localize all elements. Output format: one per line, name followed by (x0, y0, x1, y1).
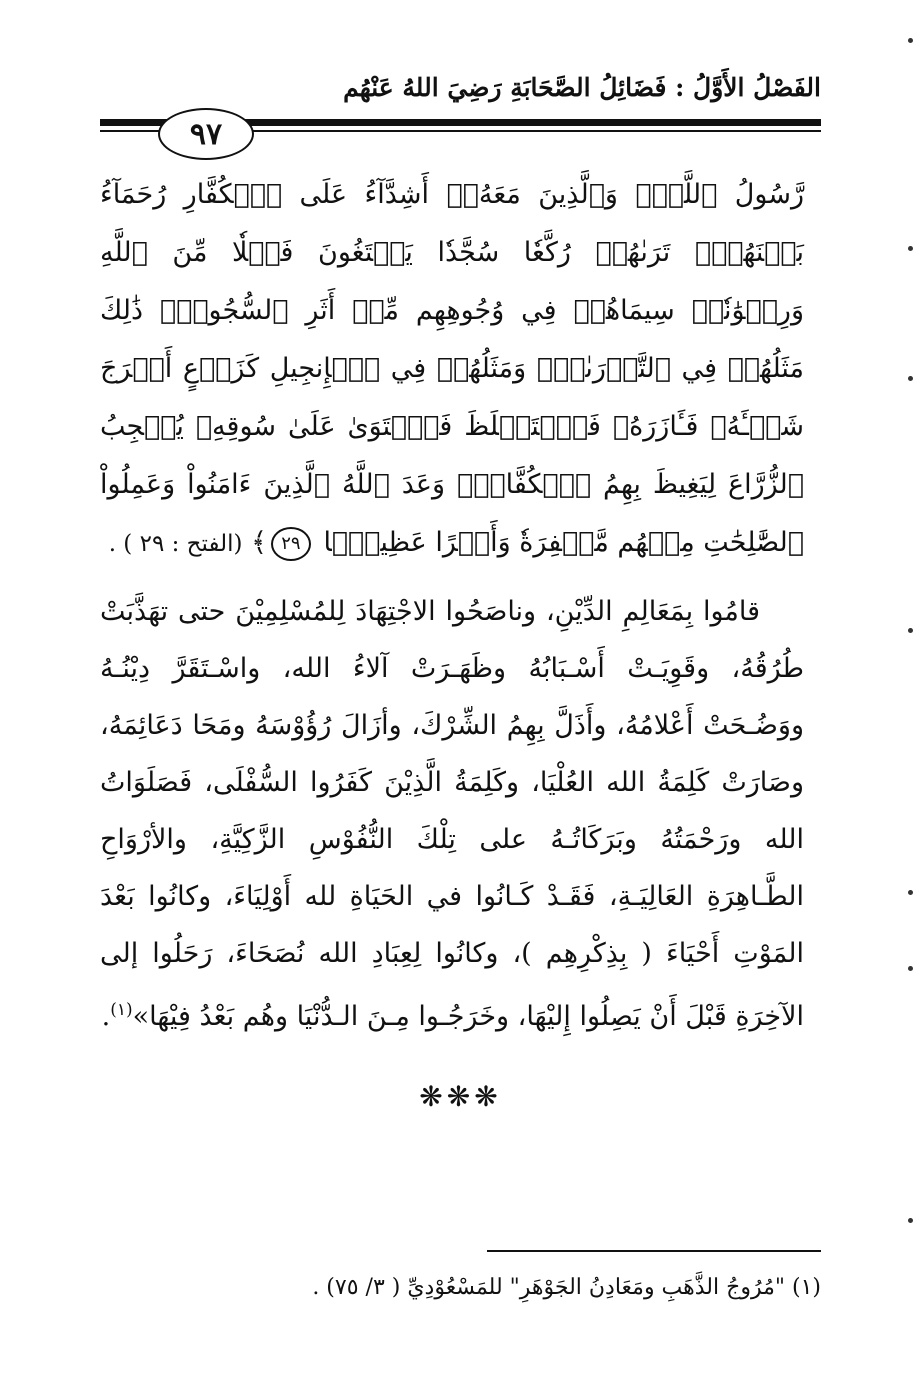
paragraph (100, 583, 804, 1045)
body-text (100, 166, 804, 1045)
margin-dot (908, 246, 913, 251)
footnote-rule (487, 1250, 821, 1252)
margin-dot (908, 1218, 913, 1223)
margin-dot (908, 376, 913, 381)
footnote: (١) "مُرُوجُ الذَّهَبِ ومَعَادِنُ الجَوْهَرِ" للمَسْعُوْدِيِّ ( ٣/ ٧٥) . (312, 1275, 821, 1300)
verse-reference: (الفتح : ٢٩ ) . (108, 531, 243, 557)
margin-dot (908, 890, 913, 895)
margin-dot (908, 966, 913, 971)
running-title: الفَصْلُ الأَوَّلُ : فَضَائِلُ الصَّحَابَةِ رَضِيَ اللهُ عَنْهُم (343, 73, 821, 102)
closing-ornament: ﴾ (251, 527, 267, 558)
quran-verse (100, 166, 804, 573)
section-separator: ❋❋❋ (419, 1080, 502, 1113)
footnote-reference: (١) (110, 1000, 133, 1020)
page-number: ٩٧ (158, 108, 254, 160)
quran-text: رَّسُولُ ٱللَّهِۚ وَٱلَّذِينَ مَعَهُۥٓ أَشِدَّآءُ عَلَى ٱلۡكُفَّارِ رُحَمَآءُ بَيۡنَهُمۡۖ تَرَىٰهُمۡ رُكَّعٗا سُجَّدٗا يَبۡتَغُونَ فَضۡلٗا مِّنَ ٱللَّهِ وَرِضۡوَٰنٗاۖ سِيمَاهُمۡ فِي وُجُوهِهِم مِّنۡ أَثَرِ ٱلسُّجُودِۚ ذَٰلِكَ مَثَلُهُمۡ فِي ٱلتَّوۡرَىٰةِۚ وَمَثَلُهُمۡ فِي ٱلۡإِنجِيلِ كَزَرۡعٍ أَخۡرَجَ شَطۡـَٔهُۥ فَـَٔازَرَهُۥ فَٱسۡتَغۡلَظَ فَٱسۡتَوَىٰ عَلَىٰ سُوقِهِۦ يُعۡجِبُ ٱلزُّرَّاعَ لِيَغِيظَ بِهِمُ ٱلۡكُفَّارَۗ وَعَدَ ٱللَّهُ ٱلَّذِينَ ءَامَنُواْ وَعَمِلُواْ ٱلصَّٰلِحَٰتِ مِنۡهُم مَّغۡفِرَةٗ وَأَجۡرًا عَظِيمَۢا (100, 179, 804, 558)
margin-dot (908, 38, 913, 43)
margin-dot (908, 628, 913, 633)
paragraph-text: قامُوا بِمَعَالِمِ الدِّيْنِ، وناصَحُوا الاجْتِهَادَ لِلمُسْلِمِيْنَ حتى تهَذَّبَتْ طُرُقُهُ، وقَوِيَـتْ أَسْـبَابُهُ وظَهَـرَتْ آلاءُ الله، واسْـتَقَرَّ دِيْنُـهُ ووَضُـحَتْ أَعْلامُهُ، وأَذَلَّ بِهِمُ الشِّرْكَ، وأزَالَ رُؤُوْسَهُ ومَحَا دَعَائِمَهُ، وصَارَتْ كَلِمَةُ الله العُلْيَا، وكَلِمَةُ الَّذِيْنَ كَفَرُوا السُّفْلَى، فَصَلَوَاتُ الله ورَحْمَتُهُ وبَرَكَاتُـهُ على تِلْكَ النُّفُوْسِ الزَّكِيَّةِ، والأرْوَاحِ الطَّـاهِرَةِ العَالِيَـةِ، فَقَـدْ كَـانُوا في الحَيَاةِ لله أَوْلِيَاءَ، وكانُوا بَعْدَ المَوْتِ أَحْيَاءَ ( بِذِكْرِهِم )، وكانُوا لِعِبَادِ الله نُصَحَاءَ، رَحَلُوا إلى الآخِرَةِ قَبْلَ أَنْ يَصِلُوا إِليْهَا، وخَرَجُـوا مِـنَ الـدُّنْيَا وهُم بَعْدُ فِيْهَا» (100, 596, 804, 1032)
paragraph-end: . (101, 1001, 111, 1032)
verse-number-marker: ٢٩ (271, 527, 311, 561)
